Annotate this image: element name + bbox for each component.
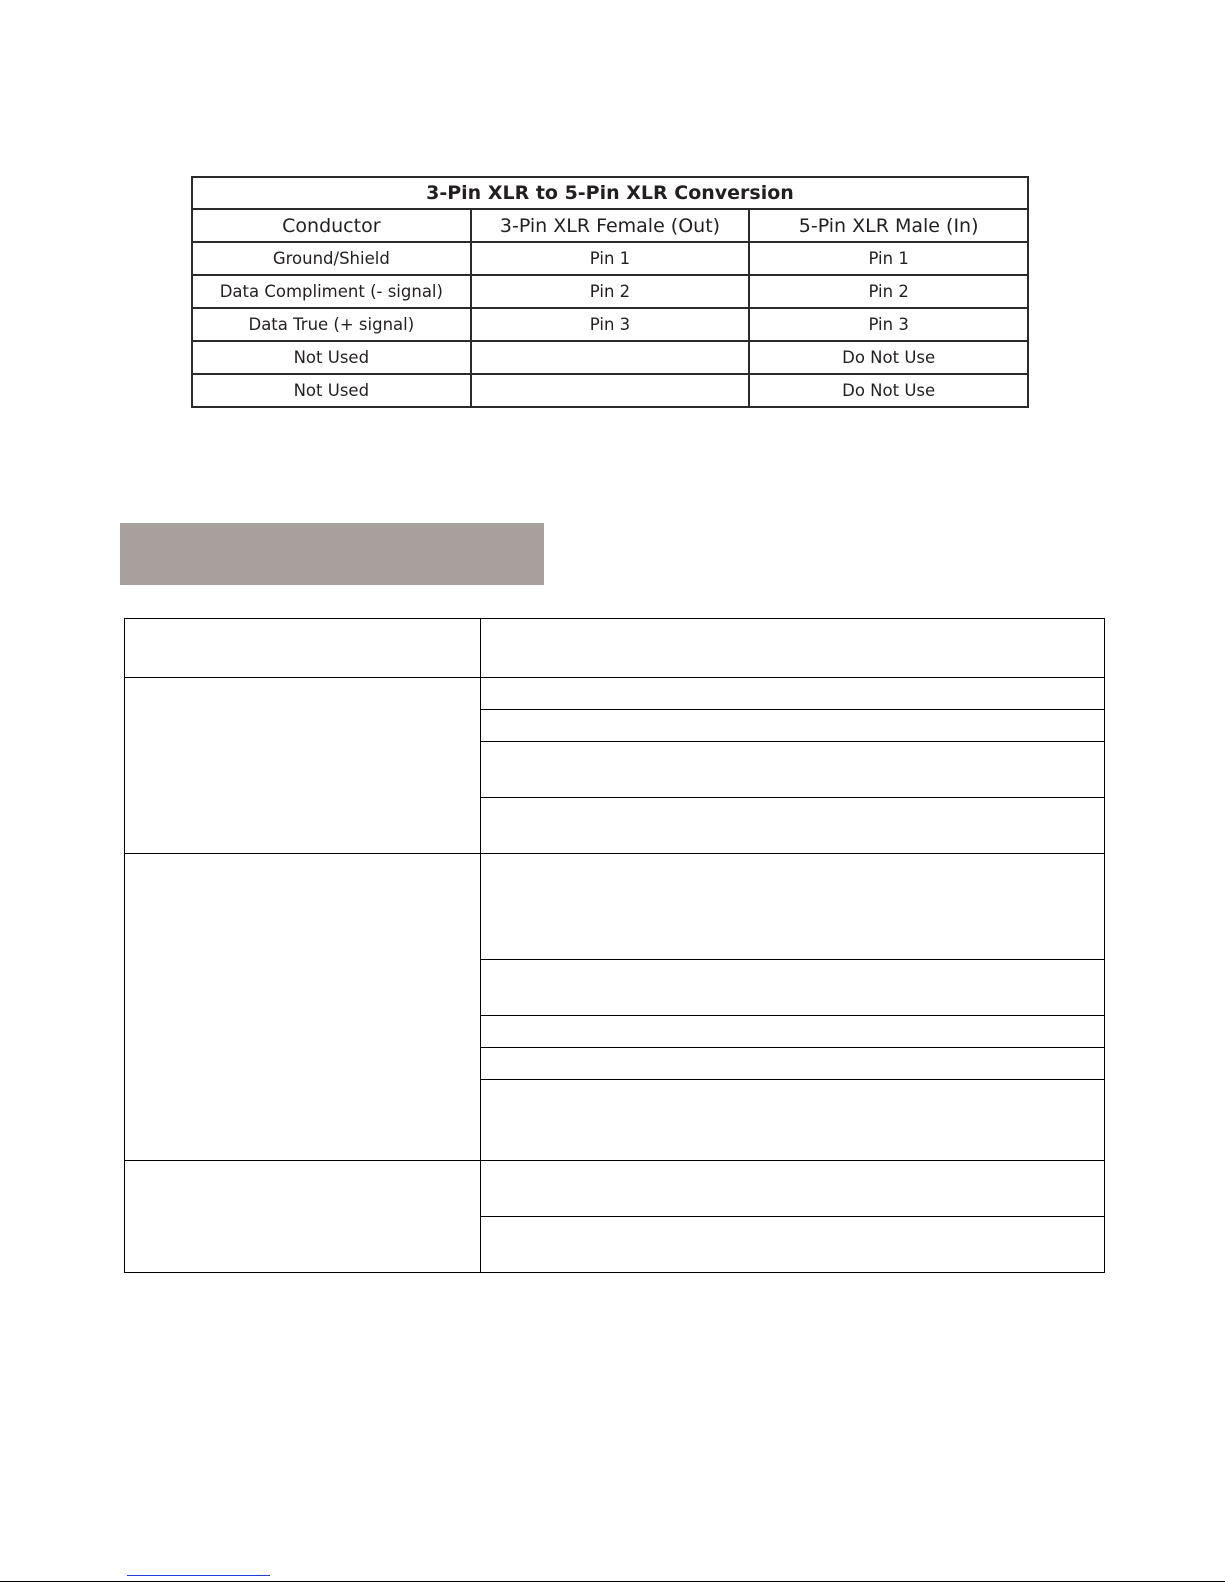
table-cell: Do Not Use: [749, 341, 1028, 374]
column-header: 5-Pin XLR Male (In): [749, 209, 1028, 242]
column-header: 3-Pin XLR Female (Out): [471, 209, 750, 242]
table-row: [192, 242, 1028, 275]
table-cell: [125, 1161, 481, 1273]
column-header: Conductor: [192, 209, 471, 242]
table-row: [125, 1161, 1105, 1217]
table-row: [192, 275, 1028, 308]
table-row: [192, 341, 1028, 374]
table-cell: Pin 3: [749, 308, 1028, 341]
table-cell: Pin 1: [471, 242, 750, 275]
table-cell: [481, 1161, 1105, 1217]
table-cell: [125, 678, 481, 854]
page-bottom-rule: [0, 1581, 1225, 1582]
specification-table: [124, 618, 1105, 1273]
table-cell: Pin 2: [471, 275, 750, 308]
table-cell: [481, 742, 1105, 798]
table-cell: Not Used: [192, 374, 471, 407]
table-cell: [125, 619, 481, 678]
table-cell: [481, 1048, 1105, 1080]
conversion-table-header-row: [192, 209, 1028, 242]
section-heading-band: [120, 523, 544, 585]
table-row: [192, 308, 1028, 341]
table-cell: Do Not Use: [749, 374, 1028, 407]
table-cell: [481, 619, 1105, 678]
footnote-separator: [127, 1575, 270, 1576]
table-row: [125, 678, 1105, 710]
table-cell: [481, 678, 1105, 710]
table-cell: [481, 854, 1105, 960]
table-cell: Data True (+ signal): [192, 308, 471, 341]
table-cell: Pin 3: [471, 308, 750, 341]
xlr-conversion-table: [191, 176, 1029, 408]
table-cell: Ground/Shield: [192, 242, 471, 275]
table-cell: [481, 960, 1105, 1016]
table-cell: Data Compliment (- signal): [192, 275, 471, 308]
table-cell: Pin 2: [749, 275, 1028, 308]
conversion-table-title: 3-Pin XLR to 5-Pin XLR Conversion: [192, 177, 1028, 209]
table-cell: [481, 710, 1105, 742]
table-row: [125, 854, 1105, 960]
table-cell: Pin 1: [749, 242, 1028, 275]
table-cell: [471, 341, 750, 374]
table-cell: [481, 1080, 1105, 1161]
table-row: [125, 619, 1105, 678]
table-cell: [481, 798, 1105, 854]
table-row: [192, 374, 1028, 407]
table-cell: Not Used: [192, 341, 471, 374]
table-cell: [125, 854, 481, 1161]
table-cell: [481, 1016, 1105, 1048]
table-cell: [481, 1217, 1105, 1273]
table-cell: [471, 374, 750, 407]
